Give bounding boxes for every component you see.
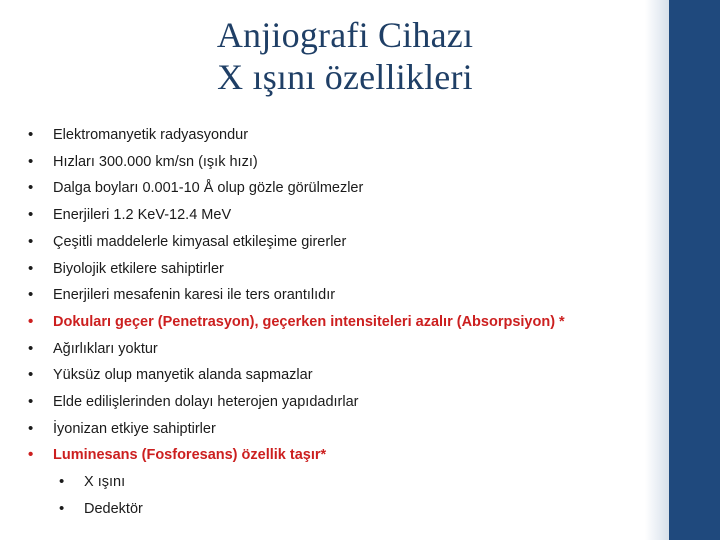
- sub-bullet-point-icon: •: [59, 473, 65, 491]
- sub-bullet-item-detector: [28, 496, 638, 523]
- bullet-point-icon: •: [28, 206, 34, 224]
- bullet-list: [28, 122, 638, 523]
- bullet-point-icon: •: [28, 446, 34, 464]
- title-line-1: Anjiografi Cihazı: [216, 15, 474, 55]
- bullet-text: Elektromanyetik radyasyondur: [53, 127, 249, 143]
- bullet-text: Dokuları geçer (Penetrasyon), geçerken intensiteleri azalır (Absorpsiyon) *: [53, 313, 565, 330]
- bullet-item-penetration: [28, 309, 638, 336]
- bullet-text: Dalga boyları 0.001-10 Å olup gözle görülmezler: [53, 180, 364, 197]
- bullet-text: Enerjileri mesafenin karesi ile ters orantılıdır: [53, 287, 336, 304]
- bullet-item-biological: [28, 256, 638, 283]
- bullet-point-icon: •: [28, 312, 34, 330]
- bullet-item-chemical: [28, 229, 638, 256]
- bullet-item-electromagnetic: [28, 122, 638, 149]
- bullet-text: Hızları 300.000 km/sn (ışık hızı): [53, 153, 258, 170]
- bullet-text: Çeşitli maddelerle kimyasal etkileşime girerler: [53, 233, 347, 250]
- bullet-text: Enerjileri 1.2 KeV-12.4 MeV: [53, 207, 232, 224]
- bullet-point-icon: •: [28, 232, 34, 250]
- bullet-text: Luminesans (Fosforesans) özellik taşır*: [53, 447, 327, 464]
- bullet-text: Elde edilişlerinden dolayı heterojen yapıdadırlar: [53, 394, 359, 411]
- bullet-text: Ağırlıkları yoktur: [53, 340, 158, 357]
- bullet-item-inverse-square: [28, 282, 638, 309]
- bullet-text: Biyolojik etkilere sahiptirler: [53, 260, 224, 277]
- sub-bullet-text: X ışını: [84, 474, 126, 491]
- bullet-point-icon: •: [28, 179, 34, 197]
- bullet-point-icon: •: [28, 286, 34, 304]
- bullet-point-icon: •: [28, 339, 34, 357]
- sub-bullet-point-icon: •: [59, 499, 65, 517]
- bullet-point-icon: •: [28, 393, 34, 411]
- sub-bullet-item-x-ray: [28, 469, 638, 496]
- bullet-item-weightless: [28, 336, 638, 363]
- bullet-point-icon: •: [28, 366, 34, 384]
- bullet-text: Yüksüz olup manyetik alanda sapmazlar: [53, 367, 313, 384]
- bullet-item-energy: [28, 202, 638, 229]
- bullet-item-uncharged: [28, 362, 638, 389]
- bullet-point-icon: •: [28, 259, 34, 277]
- bullet-item-heterogeneous: [28, 389, 638, 416]
- bullet-item-luminescence: [28, 442, 638, 469]
- bullet-text: İyonizan etkiye sahiptirler: [53, 420, 216, 437]
- bullet-point-icon: •: [28, 419, 34, 437]
- title-line-2: X ışını özellikleri: [217, 57, 473, 97]
- bullet-item-wavelength: [28, 175, 638, 202]
- bullet-item-speed: [28, 149, 638, 176]
- bullet-point-icon: •: [28, 152, 34, 170]
- bullet-item-ionizing: [28, 416, 638, 443]
- bullet-point-icon: •: [28, 126, 34, 143]
- slide-title: [130, 14, 560, 98]
- right-accent-band: [669, 0, 720, 540]
- sub-bullet-text: Dedektör: [84, 500, 143, 517]
- right-gradient-band: [645, 0, 669, 540]
